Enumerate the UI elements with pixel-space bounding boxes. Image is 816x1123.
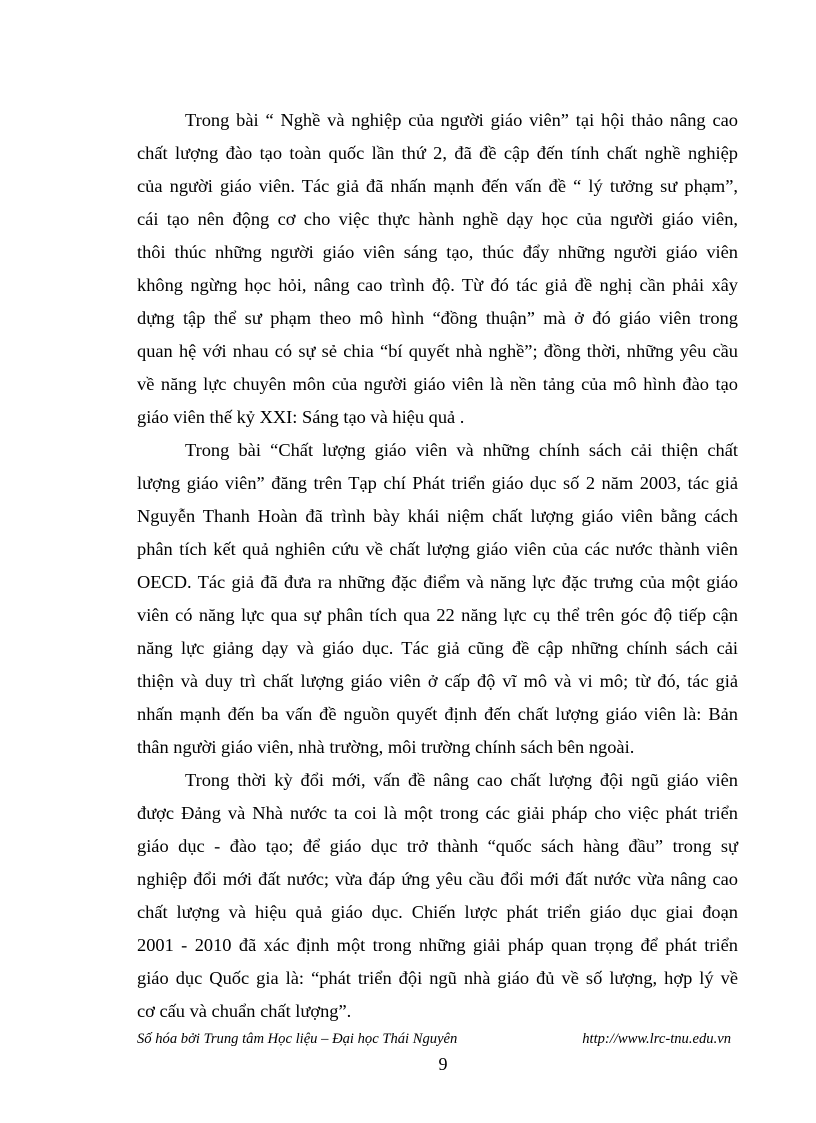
paragraph-1-line: Trong bài “ Nghề và nghiệp của người giáo viên” tại hội thảo nâng cao [185,110,738,130]
paragraph-1-line: giáo viên thế kỷ XXI: Sáng tạo và hiệu quả . [137,407,465,427]
paragraph-1-line: về năng lực chuyên môn của người giáo viên là nền tảng của mô hình đào tạo [137,374,738,394]
paragraph-3-line: cơ cấu và chuẩn chất lượng”. [137,1001,352,1021]
body-text [137,104,738,1028]
paragraph-2-line: phân tích kết quả nghiên cứu về chất lượng giáo viên của các nước thành viên [137,539,738,559]
paragraph-3-line: chất lượng và hiệu quả giáo dục. Chiến lược phát triển giáo dục giai đoạn [137,902,738,922]
paragraph-2-line: OECD. Tác giả đã đưa ra những đặc điểm và năng lực đặc trưng của một giáo [137,572,738,592]
paragraph-3-line: giáo dục - đào tạo; để giáo dục trở thành “quốc sách hàng đầu” trong sự [137,836,738,856]
paragraph-2-line: nhấn mạnh đến ba vấn đề nguồn quyết định đến chất lượng giáo viên là: Bản [137,704,738,724]
paragraph-1-line: quan hệ với nhau có sự sẻ chia “bí quyết nhà nghề”; đồng thời, những yêu cầu [137,341,738,361]
paragraph-1-line: cái tạo nên động cơ cho việc thực hành nghề dạy học của người giáo viên, [137,209,738,229]
page-number: 9 [438,1054,448,1074]
paragraph-2-line: Nguyễn Thanh Hoàn đã trình bày khái niệm chất lượng giáo viên bằng cách [137,506,738,526]
paragraph-1-line: không ngừng học hỏi, nâng cao trình độ. Từ đó tác giả đề nghị cần phải xây [137,275,738,295]
paragraph-2-line: thân người giáo viên, nhà trường, môi trường chính sách bên ngoài. [137,737,635,757]
page-footer [137,1028,731,1050]
paragraph-2-line: lượng giáo viên” đăng trên Tạp chí Phát triển giáo dục số 2 năm 2003, tác giả [137,473,738,493]
paragraph-2-line: năng lực giảng dạy và giáo dục. Tác giả cũng đề cập những chính sách cải [137,638,738,658]
paragraph-2-line: thiện và duy trì chất lượng giáo viên ở cấp độ vĩ mô và vi mô; từ đó, tác giả [137,671,738,691]
paragraph-3-line: được Đảng và Nhà nước ta coi là một trong các giải pháp cho việc phát triển [137,803,738,823]
paragraph-1-line: chất lượng đào tạo toàn quốc lần thứ 2, đã đề cập đến tính chất nghề nghiệp [137,143,738,163]
footer-url: http://www.lrc-tnu.edu.vn [582,1031,731,1047]
paragraph-3-line: giáo dục Quốc gia là: “phát triển đội ngũ nhà giáo đủ về số lượng, hợp lý về [137,968,738,988]
paragraph-1-line: thôi thúc những người giáo viên sáng tạo, thúc đẩy những người giáo viên [137,242,738,262]
paragraph-2-line: Trong bài “Chất lượng giáo viên và những chính sách cải thiện chất [185,440,738,460]
paragraph-3-line: nghiệp đổi mới đất nước; vừa đáp ứng yêu cầu đổi mới đất nước vừa nâng cao [137,869,738,889]
paragraph-1-line: dựng tập thể sư phạm theo mô hình “đồng thuận” mà ở đó giáo viên trong [137,308,738,328]
paragraph-1-line: của người giáo viên. Tác giả đã nhấn mạnh đến vấn đề “ lý tưởng sư phạm”, [137,176,738,196]
paragraph-2-line: viên có năng lực qua sự phân tích qua 22 năng lực cụ thể trên góc độ tiếp cận [137,605,738,625]
footer-source-note: Số hóa bởi Trung tâm Học liệu – Đại học Thái Nguyên [137,1031,458,1047]
paragraph-3-line: Trong thời kỳ đổi mới, vấn đề nâng cao chất lượng đội ngũ giáo viên [185,770,738,790]
paragraph-3-line: 2001 - 2010 đã xác định một trong những giải pháp quan trọng để phát triển [137,935,738,955]
